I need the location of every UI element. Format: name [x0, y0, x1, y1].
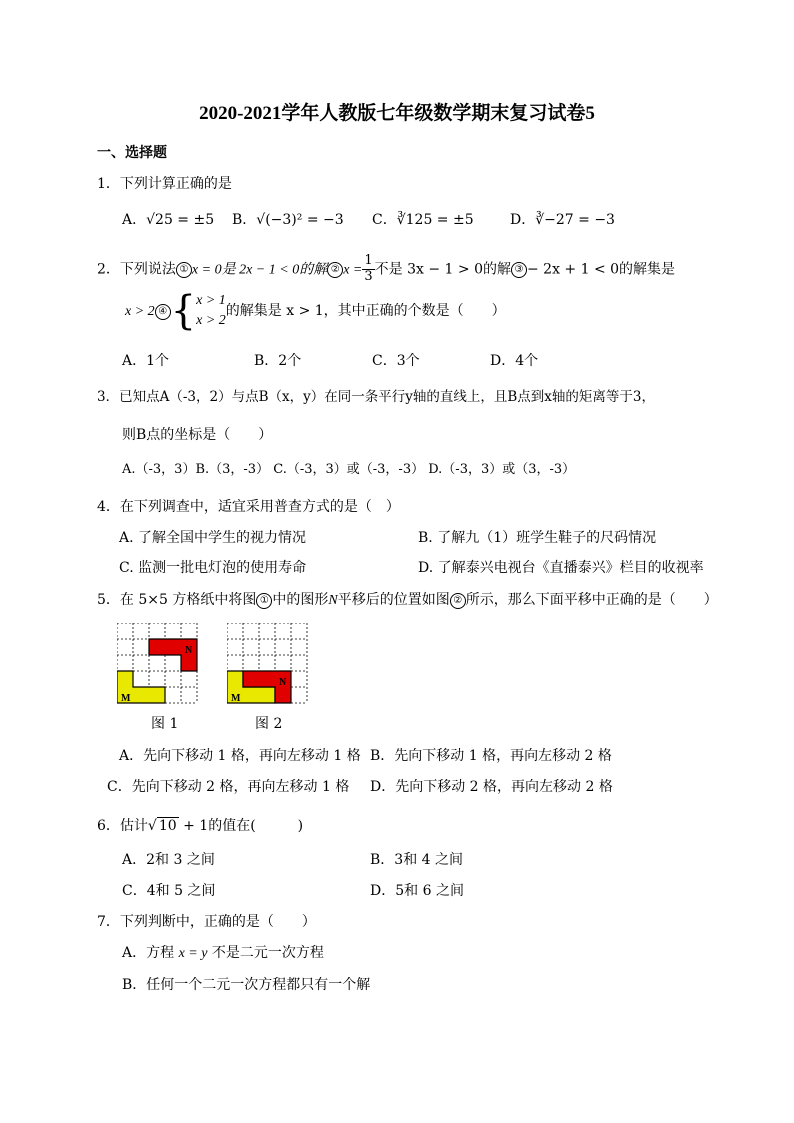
q2-line2-pre: x > 2 — [125, 304, 155, 319]
q2-line2-post: 的解集是 x > 1，其中正确的个数是（ ） — [225, 303, 506, 319]
q1-option-d: D．∛−27 = −3 — [510, 212, 615, 228]
q4-option-c: C. 监测一批电灯泡的使用寿命 — [119, 560, 307, 576]
q6-option-d: D．5和 6 之间 — [370, 883, 464, 899]
q4-option-a: A. 了解全国中学生的视力情况 — [119, 530, 307, 546]
brace-icon: { — [170, 288, 197, 334]
circle-4: ④ — [155, 304, 171, 320]
q2-option-b: B．2个 — [254, 353, 302, 369]
q1-option-a: A．√25 = ±5 — [122, 212, 215, 228]
label-m: M — [231, 693, 241, 704]
circle-3: ③ — [511, 262, 527, 278]
q2-statement-2-post: 不是 3x − 1 > 0的解 — [374, 261, 511, 278]
circle-1: ① — [256, 593, 272, 609]
q6-option-a: A．2和 3 之间 — [122, 852, 215, 868]
question-7-stem: 7．下列判断中，正确的是（ ） — [97, 914, 316, 930]
q7-option-b: B．任何一个二元一次方程都只有一个解 — [122, 977, 371, 993]
q6-option-b: B．3和 4 之间 — [370, 852, 464, 868]
q1-option-b: B．√(−3)² = −3 — [232, 212, 344, 228]
question-3-line2: 则B点的坐标是（ ） — [122, 427, 273, 443]
q2-option-c: C．3个 — [372, 353, 420, 369]
q2-system: x > 1 x > 2 — [196, 293, 226, 328]
question-5-stem: 5．在 5×5 方格纸中将图 ① 中的图形N平移后的位置如图 ② 所示，那么下面平移中正确的是（ ） — [97, 592, 718, 608]
q5-option-d: D．先向下移动 2 格，再向左移动 2 格 — [370, 779, 613, 795]
circle-2: ② — [327, 262, 343, 278]
fraction-one-third: $\frac{1}{3}$ — [364, 253, 373, 284]
question-3-line1: 3．已知点A（-3，2）与点B（x，y）在同一条平行y轴的直线上，且B点到x轴的矩离等于3， — [97, 389, 655, 405]
q1-option-c: C．∛125 = ±5 — [372, 212, 474, 228]
q2-option-a: A．1个 — [122, 353, 170, 369]
q4-option-d: D. 了解泰兴电视台《直播泰兴》栏目的收视率 — [418, 560, 704, 576]
q5-option-a: A．先向下移动 1 格，再向左移动 1 格 — [119, 748, 361, 764]
question-2-line1 — [97, 254, 675, 285]
figure-2-grid — [227, 623, 309, 711]
q5-option-b: B．先向下移动 1 格，再向左移动 2 格 — [370, 748, 612, 764]
q2-option-d: D．4个 — [490, 353, 539, 369]
circle-1: ① — [176, 262, 192, 278]
label-n: N — [279, 677, 287, 688]
question-2-line2 — [125, 288, 506, 334]
q4-option-b: B. 了解九（1）班学生鞋子的尺码情况 — [418, 530, 657, 546]
q2-stem: 2．下列说法 — [97, 261, 176, 278]
q6-option-c: C．4和 5 之间 — [122, 883, 216, 899]
q5-option-c: C．先向下移动 2 格，再向左移动 1 格 — [107, 779, 350, 795]
question-4-stem: 4．在下列调查中，适宜采用普查方式的是（ ） — [97, 499, 400, 515]
q2-statement-1: x = 0是 2x − 1 < 0的解 — [191, 262, 328, 278]
page-title: 2020-2021学年人教版七年级数学期末复习试卷5 — [199, 103, 595, 124]
q3-options: A.（-3，3）B.（3，-3） C.（-3，3）或（-3，-3） D.（-3，3）或（3，-3） — [122, 462, 576, 477]
q2-statement-2-pre: x = — [343, 262, 363, 278]
q2-statement-3: − 2x + 1 < 0的解集是 — [527, 261, 676, 278]
figure-1-grid — [117, 623, 199, 711]
question-6-stem: 6．估计√ 10 + 1的值在( ) — [97, 818, 304, 834]
circle-2: ② — [450, 593, 466, 609]
q7-option-a: A．方程 x = y 不是二元一次方程 — [122, 945, 324, 961]
radicand: 10 — [158, 818, 177, 834]
figure-1-caption: 图 1 — [151, 716, 179, 732]
section-heading: 一、选择题 — [97, 145, 167, 161]
label-m: M — [121, 693, 131, 704]
figure-2-caption: 图 2 — [255, 716, 283, 732]
question-1-stem: 1．下列计算正确的是 — [97, 176, 232, 192]
label-n: N — [185, 645, 193, 656]
